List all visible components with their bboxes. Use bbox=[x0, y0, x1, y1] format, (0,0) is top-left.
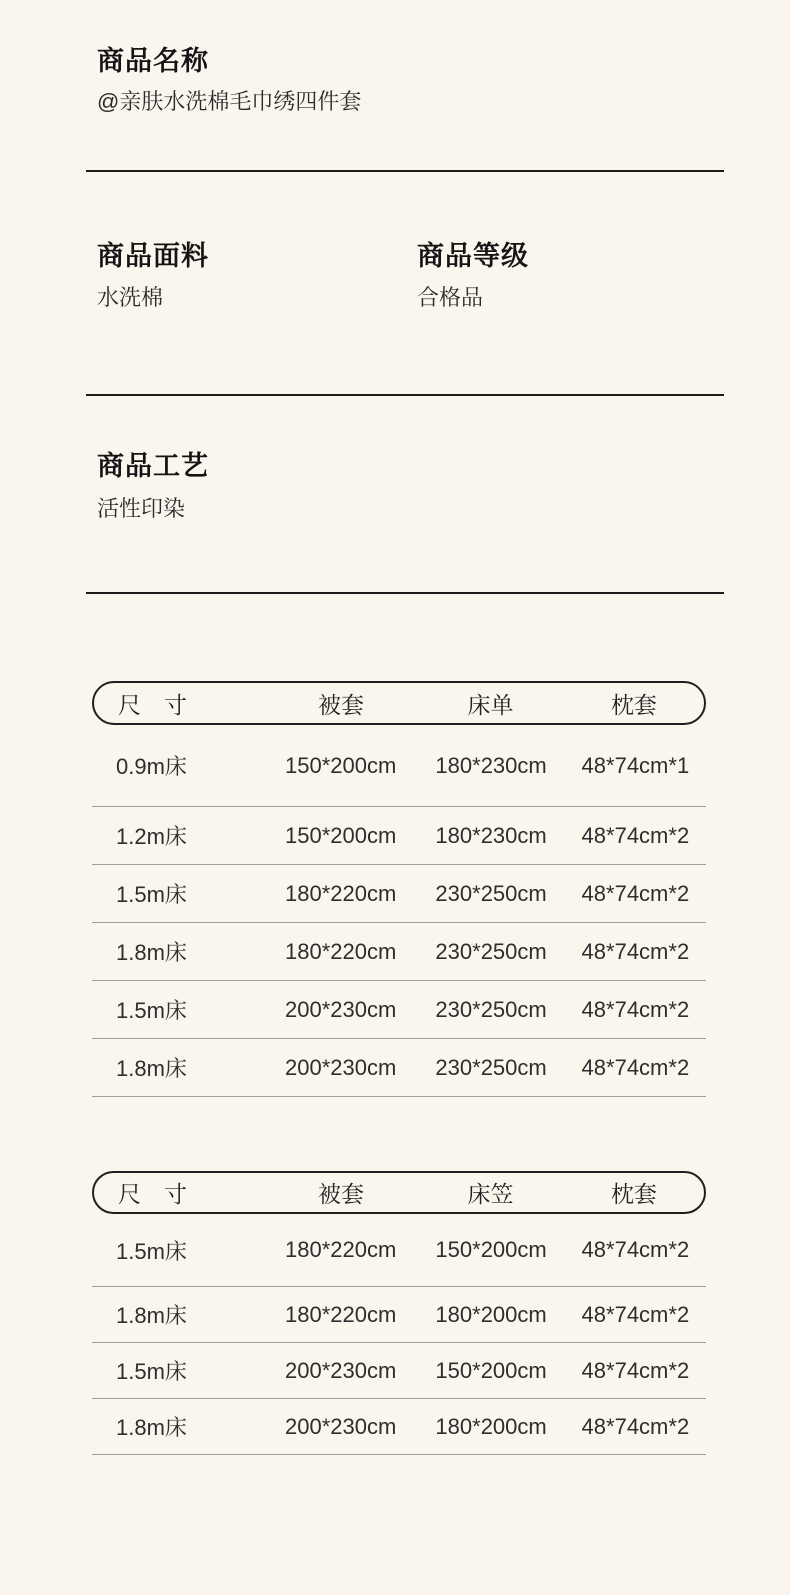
header-cell-size: 尺 寸 bbox=[118, 691, 187, 718]
table-cell-duvet-cover: 180*220cm bbox=[285, 880, 397, 906]
table-cell-sheet: 150*200cm bbox=[435, 1357, 547, 1383]
header-cell-duvet-cover: 被套 bbox=[318, 1181, 365, 1207]
table-cell-pillowcase: 48*74cm*2 bbox=[581, 822, 690, 848]
table-cell-bed-size: 0.9m床 bbox=[116, 754, 187, 779]
size-table-header bbox=[92, 1171, 706, 1214]
table-cell-duvet-cover: 200*230cm bbox=[285, 1054, 397, 1080]
section-divider bbox=[86, 592, 724, 594]
section-divider bbox=[86, 394, 724, 396]
table-row bbox=[92, 865, 706, 923]
section-divider bbox=[86, 170, 724, 172]
table-cell-bed-size: 1.5m床 bbox=[116, 1359, 187, 1384]
table-cell-bed-size: 1.8m床 bbox=[116, 1303, 187, 1328]
table-cell-pillowcase: 48*74cm*2 bbox=[581, 996, 690, 1022]
fabric-field bbox=[88, 243, 408, 309]
header-cell-duvet-cover: 被套 bbox=[318, 691, 365, 718]
fabric-label: 商品面料 bbox=[97, 241, 209, 271]
grade-value: 合格品 bbox=[417, 285, 484, 310]
table-cell-duvet-cover: 150*200cm bbox=[285, 752, 397, 778]
table-row bbox=[92, 1399, 706, 1455]
table-cell-duvet-cover: 180*220cm bbox=[285, 1237, 397, 1262]
table-cell-duvet-cover: 200*230cm bbox=[285, 996, 397, 1022]
table-cell-sheet: 230*250cm bbox=[435, 1054, 547, 1080]
table-cell-bed-size: 1.5m床 bbox=[116, 998, 187, 1023]
table-cell-sheet: 230*250cm bbox=[435, 880, 547, 906]
table-cell-bed-size: 1.8m床 bbox=[116, 940, 187, 965]
table-cell-pillowcase: 48*74cm*2 bbox=[581, 1054, 690, 1080]
header-cell-size: 尺 寸 bbox=[118, 1181, 187, 1207]
header-cell-pillowcase: 枕套 bbox=[610, 691, 657, 718]
fabric-grade-section bbox=[88, 243, 724, 309]
table-cell-sheet: 150*200cm bbox=[435, 1237, 547, 1262]
fabric-value: 水洗棉 bbox=[97, 285, 164, 310]
grade-label: 商品等级 bbox=[417, 241, 529, 271]
table-cell-duvet-cover: 200*230cm bbox=[285, 1413, 397, 1439]
table-cell-sheet: 180*200cm bbox=[435, 1301, 547, 1327]
table-row bbox=[92, 1343, 706, 1399]
size-table-body bbox=[92, 725, 706, 1097]
table-row bbox=[92, 725, 706, 807]
table-cell-bed-size: 1.5m床 bbox=[116, 1238, 187, 1264]
table-cell-pillowcase: 48*74cm*1 bbox=[581, 752, 690, 778]
size-table-fitted bbox=[92, 1171, 706, 1455]
product-name-label: 商品名称 bbox=[97, 46, 209, 76]
table-cell-duvet-cover: 150*200cm bbox=[285, 822, 397, 848]
craft-label: 商品工艺 bbox=[97, 451, 209, 481]
table-cell-pillowcase: 48*74cm*2 bbox=[581, 1301, 690, 1327]
table-row bbox=[92, 981, 706, 1039]
table-cell-pillowcase: 48*74cm*2 bbox=[581, 938, 690, 964]
table-row bbox=[92, 807, 706, 865]
craft-value: 活性印染 bbox=[97, 496, 186, 521]
table-cell-bed-size: 1.5m床 bbox=[116, 882, 187, 907]
header-cell-fitted-sheet: 床笠 bbox=[467, 1181, 514, 1207]
product-name-value: @亲肤水洗棉毛巾绣四件套 bbox=[97, 89, 362, 114]
product-detail-page bbox=[88, 0, 724, 1455]
product-name-section bbox=[88, 0, 724, 172]
table-cell-duvet-cover: 180*220cm bbox=[285, 938, 397, 964]
table-row bbox=[92, 1214, 706, 1287]
table-cell-pillowcase: 48*74cm*2 bbox=[581, 880, 690, 906]
table-cell-sheet: 230*250cm bbox=[435, 996, 547, 1022]
table-cell-bed-size: 1.8m床 bbox=[116, 1056, 187, 1081]
table-cell-pillowcase: 48*74cm*2 bbox=[581, 1237, 690, 1262]
size-table-header bbox=[92, 681, 706, 725]
table-row bbox=[92, 1287, 706, 1343]
size-table-sheet bbox=[92, 681, 706, 1097]
table-row bbox=[92, 1039, 706, 1097]
header-cell-flat-sheet: 床单 bbox=[467, 691, 514, 718]
table-cell-sheet: 180*200cm bbox=[435, 1413, 547, 1439]
table-cell-sheet: 180*230cm bbox=[435, 752, 547, 778]
craft-section bbox=[88, 453, 724, 520]
table-cell-duvet-cover: 200*230cm bbox=[285, 1357, 397, 1383]
header-cell-pillowcase: 枕套 bbox=[610, 1181, 657, 1207]
size-table-body bbox=[92, 1214, 706, 1455]
table-cell-bed-size: 1.2m床 bbox=[116, 824, 187, 849]
table-cell-sheet: 180*230cm bbox=[435, 822, 547, 848]
table-cell-pillowcase: 48*74cm*2 bbox=[581, 1413, 690, 1439]
grade-field bbox=[408, 243, 529, 309]
table-cell-pillowcase: 48*74cm*2 bbox=[581, 1357, 690, 1383]
table-row bbox=[92, 923, 706, 981]
table-cell-bed-size: 1.8m床 bbox=[116, 1415, 187, 1440]
table-cell-sheet: 230*250cm bbox=[435, 938, 547, 964]
table-cell-duvet-cover: 180*220cm bbox=[285, 1301, 397, 1327]
